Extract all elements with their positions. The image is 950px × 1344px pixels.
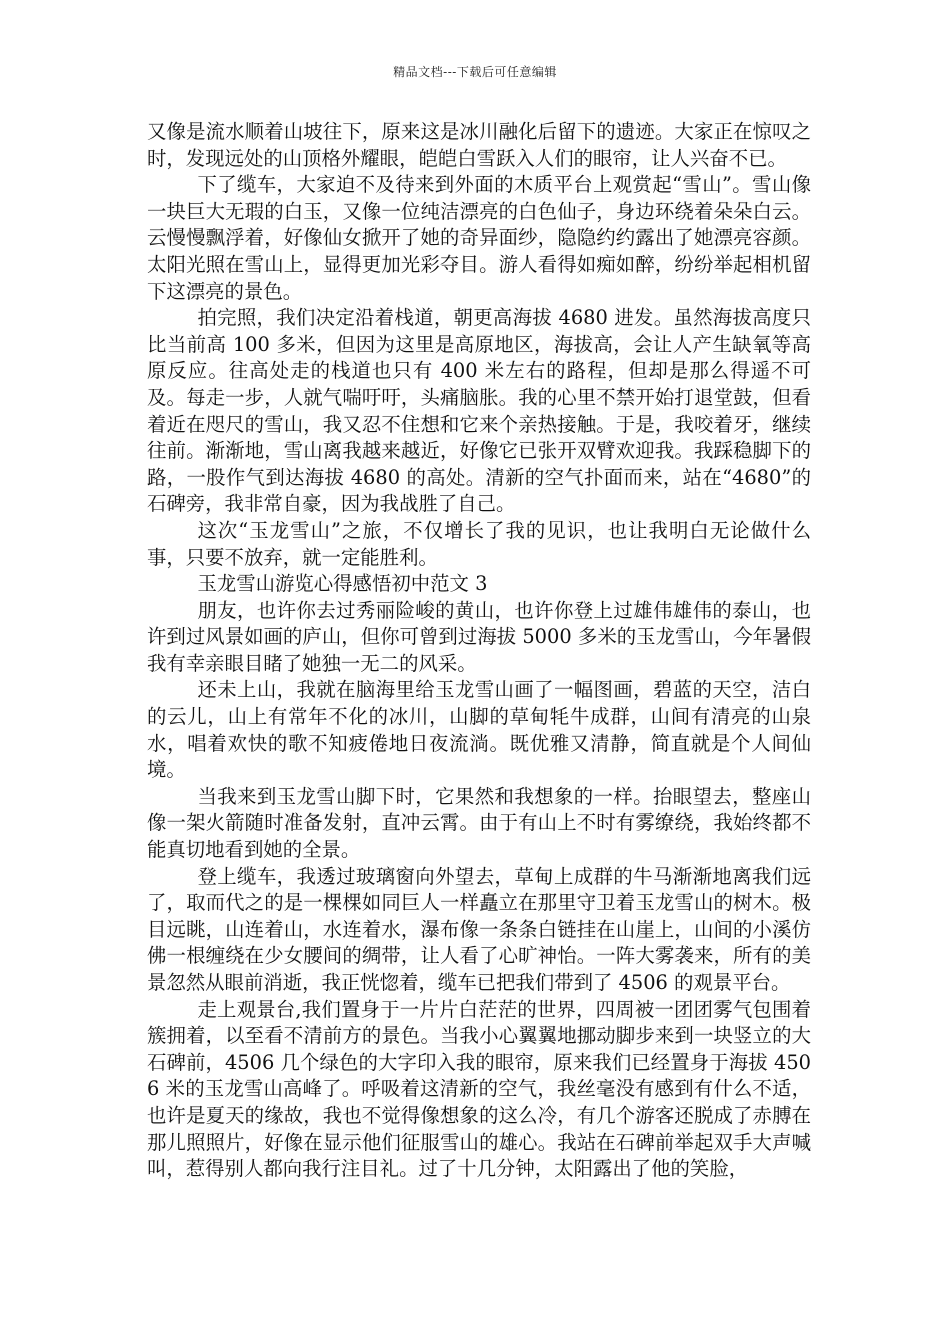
paragraph: 走上观景台,我们置身于一片片白茫茫的世界，四周被一团团雾气包围着簇拥着，以至看不清前方的景色。当我小心翼翼地挪动脚步来到一块竖立的大石碑前，4506 几个绿色的大字印入我的眼帘，原来我们已经置身于海拔 4506 米的玉龙雪山高峰了。呼吸着这清新的空气，我丝毫没有感到有什么不适，也许是夏天的缘故，我也不觉得像想象的这么冷，有几个游客还脱成了赤膊在那儿照照片，好像在显示他们征服雪山的雄心。我站在石碑前举起双手大声喊叫，惹得别人都向我行注目礼。过了十几分钟，太阳露出了他的笑脸， [147, 997, 811, 1181]
paragraph: 这次“玉龙雪山”之旅，不仅增长了我的见识，也让我明白无论做什么事，只要不放弃，就一定能胜利。 [147, 518, 811, 569]
paragraph: 拍完照，我们决定沿着栈道，朝更高海拔 4680 进发。虽然海拔高度只比当前高 100 多米，但因为这里是高原地区，海拔高，会让人产生缺氧等高原反应。往高处走的栈道也只有 400 米左右的路程，但却是那么得遥不可及。每走一步，人就气喘吁吁，头痛脑胀。我的心里不禁开始打退堂鼓，但看着近在咫尺的雪山，我又忍不住想和它来个亲热接触。于是，我咬着牙，继续往前。渐渐地，雪山离我越来越近，好像它已张开双臂欢迎我。我踩稳脚下的路，一股作气到达海拔 4680 的高处。清新的空气扑面而来，站在“4680”的石碑旁，我非常自豪，因为我战胜了自己。 [147, 306, 811, 516]
document-body [147, 119, 811, 1183]
page-header: 精品文档---下载后可任意编辑 [393, 65, 557, 79]
section-heading: 玉龙雪山游览心得感悟初中范文 3 [197, 572, 488, 596]
paragraph: 又像是流水顺着山坡往下，原来这是冰川融化后留下的遗迹。大家正在惊叹之时，发现远处的山顶格外耀眼，皑皑白雪跃入人们的眼帘，让人兴奋不已。 [147, 120, 811, 170]
paragraph: 登上缆车，我透过玻璃窗向外望去，草甸上成群的牛马渐渐地离我们远了，取而代之的是一棵棵如同巨人一样矗立在那里守卫着玉龙雪山的树木。极目远眺，山连着山，水连着水，瀑布像一条条白链挂在山崖上，山间的小溪仿佛一根缠绕在少女腰间的绸带，让人看了心旷神怡。一阵大雾袭来，所有的美景忽然从眼前消逝，我正恍惚着，缆车已把我们带到了 4506 的观景平台。 [147, 864, 811, 994]
paragraph: 朋友，也许你去过秀丽险峻的黄山，也许你登上过雄伟雄伟的泰山，也许到过风景如画的庐山，但你可曾到过海拔 5000 多米的玉龙雪山，今年暑假我有幸亲眼目睹了她独一无二的风采。 [147, 598, 811, 675]
paragraph: 还未上山，我就在脑海里给玉龙雪山画了一幅图画，碧蓝的天空，洁白的云儿，山上有常年不化的冰川，山脚的草甸牦牛成群，山间有清亮的山泉水，唱着欢快的歌不知疲倦地日夜流淌。既优雅又清静，简直就是个人间仙境。 [147, 678, 811, 782]
paragraph: 当我来到玉龙雪山脚下时，它果然和我想象的一样。抬眼望去，整座山像一架火箭随时准备发射，直冲云霄。由于有山上不时有雾缭绕，我始终都不能真切地看到她的全景。 [147, 784, 811, 862]
paragraph: 下了缆车，大家迫不及待来到外面的木质平台上观赏起“雪山”。雪山像一块巨大无瑕的白玉，又像一位纯洁漂亮的白色仙子，身边环绕着朵朵白云。云慢慢飘浮着，好像仙女掀开了她的奇异面纱，隐隐约约露出了她漂亮容颜。太阳光照在雪山上，显得更加光彩夺目。游人看得如痴如醉，纷纷举起相机留下这漂亮的景色。 [147, 173, 811, 303]
